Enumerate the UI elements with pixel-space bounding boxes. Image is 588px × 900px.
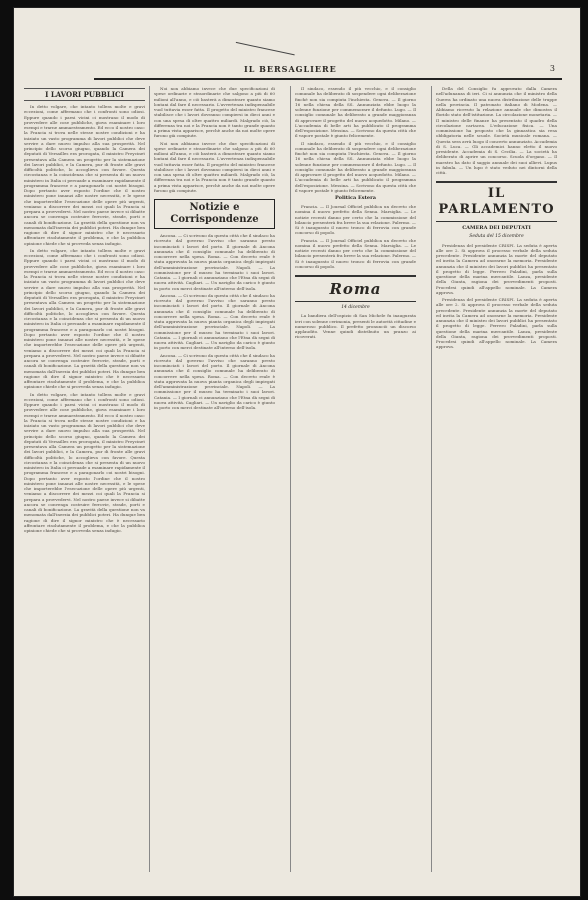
col1-body-cont: In detto volgare, che intanto tollera molte e gravi eccezioni, come affermano che i confronti sono odiosi. Eppure quando i paesi vicini ci mostrano il modo di provvedere alle cose pubbliche, giova esaminare i loro esempi e trarne ammaestramento. Ed ecco il nostro caso: la Francia si trova nelle stesse nostre condizioni e ha iniziato un vasto programma di lavori pubblici che deve servire a dare nuovo impulso alla sua prosperità. Nel principio dello scorso giugno, quando la Camera dei deputati di Versailles era prorogata, il ministro Freycinet presentava alla Camera un progetto per la sistemazione dei lavori pubblici, e la Camera, pur di fronte alle gravi difficoltà politiche, lo accoglieva con favore. Questa circostanza e la coincidenza che si presenta di un nuovo ministero in Italia ci persuade a esaminare rapidamente il programma francese e a paragonarlo coi nostri bisogni. Dopo pertanto aver esposto l'ordine che il nostro ministero pone innanzi alle nostre necessità, e le spese che importerebbe l'esecuzione delle opere più urgenti, veniamo a discorrere dei mezzi coi quali la Francia si prepara a provvedervi. Nel nostro paese invece si dibatte ancora se convenga costruire ferrovie, strade, porti e canali di bonificazione. La gravità della questione non va menomata dall'inerzia dei pubblici poteri. Ha dunque ben ragione di dire il signor ministro che è necessario affrontare risolutamente il problema, e che la pubblica opinione chiede che si provveda senza indugio. [24,247,145,390]
camera-heading: CAMERA DEI DEPUTATI [462,225,531,232]
col3-body-mid-cont: Francia. — Il Journal Officiel pubblica un decreto che nomina il nuovo prefetto della Senna. Marsiglia. — Le notizie recenti danno per certo che la commissione del bilancio presenterà fra breve la sua relazione. Palermo. — Si è inaugurato il nuovo tronco di ferrovia con grande concorso di popolo. [295,237,416,269]
masthead-title: IL BERSAGLIERE [244,64,337,74]
col2-body-bottom-cont2: Ancona. — Ci scrivono da questa città che il sindaco ha ricevuto dal governo l'avviso che saranno presto incominciati i lavori del porto. Il giornale di Ancona annunzia che il consiglio comunale ha deliberato di concorrere nella spesa. Roma. — Con decreto reale è stata approvata la nuova pianta organica degli impiegati dell'amministrazione provinciale. Napoli. — La commissione per il museo ha terminato i suoi lavori. Catania. — I giornali ci annunziano che l'Etna dà segni di nuova attività. Cagliari. — Un naviglio da carico è giunto in porto con merci destinate all'interno dell'isola. [154,352,275,410]
col2-body-top-cont: Noi non abbiamo invece che due specificazioni di spese ordinarie e straordinarie che salgono a più di 60 milioni all'anno, e ciò basterà a dimostrare quanto siamo lontani dal fare il necessario. L'avvertenza indispensabile vuol tuttavia esser fatta. Il progetto del ministro francese stabilisce che i lavori dovranno compiersi in dieci anni e con una spesa di oltre quattro miliardi. Malgrado ciò, la differenza tra noi e la Francia non è tanto grande quanto a prima vista apparisce, perchè anche da noi molte opere furono già compiute. [154,140,275,193]
masthead [94,64,562,80]
col1-body-cont2: In detto volgare, che intanto tollera molte e gravi eccezioni, come affermano che i confronti sono odiosi. Eppure quando i paesi vicini ci mostrano il modo di provvedere alle cose pubbliche, giova esaminare i loro esempi e trarne ammaestramento. Ed ecco il nostro caso: la Francia si trova nelle stesse nostre condizioni e ha iniziato un vasto programma di lavori pubblici che deve servire a dare nuovo impulso alla sua prosperità. Nel principio dello scorso giugno, quando la Camera dei deputati di Versailles era prorogata, il ministro Freycinet presentava alla Camera un progetto per la sistemazione dei lavori pubblici, e la Camera, pur di fronte alle gravi difficoltà politiche, lo accoglieva con favore. Questa circostanza e la coincidenza che si presenta di un nuovo ministero in Italia ci persuade a esaminare rapidamente il programma francese e a paragonarlo coi nostri bisogni. Dopo pertanto aver esposto l'ordine che il nostro ministero pone innanzi alle nostre necessità, e le spese che importerebbe l'esecuzione delle opere più urgenti, veniamo a discorrere dei mezzi coi quali la Francia si prepara a provvedervi. Nel nostro paese invece si dibatte ancora se convenga costruire ferrovie, strade, porti e canali di bonificazione. La gravità della questione non va menomata dall'inerzia dei pubblici poteri. Ha dunque ben ragione di dire il signor ministro che è necessario affrontare risolutamente il problema, e che la pubblica opinione chiede che si provveda senza indugio. [24,391,145,533]
col3-sub-heading: Politica Estera [335,195,376,201]
parliament-body-cont: Presidenza del presidente CRISPI. La seduta è aperta alle ore 2. Si approva il processo verbale della seduta precedente. Presidente annunzia la morte del deputato ed invita la Camera ad onorarne la memoria. Presidente annunzia che il ministro dei lavori pubblici ha presentato il progetto di legge. Ferrero Paladini, parla sulla questione della marina mercantile. Lanza, presidente della Giunta, ragiona dei provvedimenti proposti. Procedesi quindi all'appello nominale. La Camera approva. [436,297,557,350]
col2-body-bottom-cont: Ancona. — Ci scrivono da questa città che il sindaco ha ricevuto dal governo l'avviso che saranno presto incominciati i lavori del porto. Il giornale di Ancona annunzia che il consiglio comunale ha deliberato di concorrere nella spesa. Roma. — Con decreto reale è stata approvata la nuova pianta organica degli impiegati dell'amministrazione provinciale. Napoli. — La commissione per il museo ha terminato i suoi lavori. Catania. — I giornali ci annunziano che l'Etna dà segni di nuova attività. Cagliari. — Un naviglio da carico è giunto in porto con merci destinate all'interno dell'isola. [154,292,275,351]
parliament-body: Presidenza del presidente CRISPI. La seduta è aperta alle ore 2. Si approva il processo verbale della seduta precedente. Presidente annunzia la morte del deputato ed invita la Camera ad onorarne la memoria. Presidente annunzia che il ministro dei lavori pubblici ha presentato il progetto di legge. Ferrero Paladini, parla sulla questione della marina mercantile. Lanza, presidente della Giunta, ragiona dei provvedimenti proposti. Procedesi quindi all'appello nominale. La Camera approva. [436,242,557,295]
column-rule [431,86,432,872]
column-1 [24,86,145,872]
col1-heading: I LAVORI PUBBLICI [24,88,145,101]
col2-box-heading: Notizie e Corrispondenze [154,199,275,229]
parliament-heading: IL PARLAMENTO [436,181,557,222]
col1-body: In detto volgare, che intanto tollera molte e gravi eccezioni, come affermano che i confronti sono odiosi. Eppure quando i paesi vicini ci mostrano il modo di provvedere alle cose pubbliche, giova esaminare i loro esempi e trarne ammaestramento. Ed ecco il nostro caso: la Francia si trova nelle stesse nostre condizioni e ha iniziato un vasto programma di lavori pubblici che deve servire a dare nuovo impulso alla sua prosperità. Nel principio dello scorso giugno, quando la Camera dei deputati di Versailles era prorogata, il ministro Freycinet presentava alla Camera un progetto per la sistemazione dei lavori pubblici, e la Camera, pur di fronte alle gravi difficoltà politiche, lo accoglieva con favore. Questa circostanza e la coincidenza che si presenta di un nuovo ministero in Italia ci persuade a esaminare rapidamente il programma francese e a paragonarlo coi nostri bisogni. Dopo pertanto aver esposto l'ordine che il nostro ministero pone innanzi alle nostre necessità, e le spese che importerebbe l'esecuzione delle opere più urgenti, veniamo a discorrere dei mezzi coi quali la Francia si prepara a provvedervi. Nel nostro paese invece si dibatte ancora se convenga costruire ferrovie, strade, porti e canali di bonificazione. La gravità della questione non va menomata dall'inerzia dei pubblici poteri. Ha dunque ben ragione di dire il signor ministro che è necessario affrontare risolutamente il problema, e che la pubblica opinione chiede che si provveda senza indugio. [24,104,145,246]
session-date: Seduta del 15 dicembre [469,234,524,240]
column-2 [154,86,275,872]
page-number: 3 [549,64,556,73]
col3-body-top: Il sindaco, essendo il più vecchio, e il consiglio comunale ha deliberato di sospendere ogni deliberazione finchè non sia compiuta l'inchiesta. Genova. — Il giorno 16 nella chiesa della SS. Annunziata ebbe luogo la solenne funzione per commemorare il defunto. Lugo. — Il consiglio comunale ha deliberato a grande maggioranza di approvare il progetto del nuovo acquedotto. Milano. — L'accademia di belle arti ha pubblicato il programma dell'esposizione. Messina. — Scrivono da questa città che il vapore postale è giunto felicemente. [295,86,416,139]
col3-body-top-cont: Il sindaco, essendo il più vecchio, e il consiglio comunale ha deliberato di sospendere ogni deliberazione finchè non sia compiuta l'inchiesta. Genova. — Il giorno 16 nella chiesa della SS. Annunziata ebbe luogo la solenne funzione per commemorare il defunto. Lugo. — Il consiglio comunale ha deliberato a grande maggioranza di approvare il progetto del nuovo acquedotto. Milano. — L'accademia di belle arti ha pubblicato il programma dell'esposizione. Messina. — Scrivono da questa città che il vapore postale è giunto felicemente. [295,140,416,193]
column-rule [149,86,150,872]
roma-heading: Roma [295,275,416,302]
roma-date: 14 dicembre [341,305,370,310]
col2-body-bottom: Ancona. — Ci scrivono da questa città che il sindaco ha ricevuto dal governo l'avviso che saranno presto incominciati i lavori del porto. Il giornale di Ancona annunzia che il consiglio comunale ha deliberato di concorrere nella spesa. Roma. — Con decreto reale è stata approvata la nuova pianta organica degli impiegati dell'amministrazione provinciale. Napoli. — La commissione per il museo ha terminato i suoi lavori. Catania. — I giornali ci annunziano che l'Etna dà segni di nuova attività. Cagliari. — Un naviglio da carico è giunto in porto con merci destinate all'interno dell'isola. [154,233,275,291]
column-rule [290,86,291,872]
roma-body: La bandiera dell'ospizio di San Michele fu inaugurata ieri con solenne cerimonia, presenti le autorità cittadine e numeroso pubblico. Il prefetto pronunciò un discorso applaudito. Venne quindi distribuito un pranzo ai ricoverati. [295,313,416,340]
col2-body-top: Noi non abbiamo invece che due specificazioni di spese ordinarie e straordinarie che salgono a più di 60 milioni all'anno, e ciò basterà a dimostrare quanto siamo lontani dal fare il necessario. L'avvertenza indispensabile vuol tuttavia esser fatta. Il progetto del ministro francese stabilisce che i lavori dovranno compiersi in dieci anni e con una spesa di oltre quattro miliardi. Malgrado ciò, la differenza tra noi e la Francia non è tanto grande quanto a prima vista apparisce, perchè anche da noi molte opere furono già compiute. [154,86,275,139]
newspaper-page [14,8,580,896]
col4-body-top: Della del Consiglio fu approvato dalla Camera nell'adunanza di ieri. Ci si annunzia che il ministro della Guerra ha ordinato una nuova distribuzione delle truppe nella provincia. Il patronato italiano di Modena. — Abbiamo ricevuto la relazione annuale che dimostra il florido stato dell'istituzione. La circolazione monetaria. — Il ministro delle finanze ha presentato il quadro della circolazione cartacea. L'educazione fisica. — Una commissione ha proposto che la ginnastica sia resa obbligatoria nelle scuole. Società musicale romana. — Questa sera avrà luogo il concerto annunziato. Accademia di S. Luca. — Gli accademici hanno eletto il nuovo presidente. Accademia di S. Cecilia. — La società ha deliberato di aprire un concorso. Scuola d'organo. — Il maestro ha dato il saggio annuale dei suoi allievi. Lupus in fabula. — Un lupo è stato veduto nei dintorni della città. [436,86,557,175]
column-3 [295,86,416,872]
column-4 [436,86,557,872]
col3-body-mid: Francia. — Il Journal Officiel pubblica un decreto che nomina il nuovo prefetto della Senna. Marsiglia. — Le notizie recenti danno per certo che la commissione del bilancio presenterà fra breve la sua relazione. Palermo. — Si è inaugurato il nuovo tronco di ferrovia con grande concorso di popolo. [295,204,416,236]
